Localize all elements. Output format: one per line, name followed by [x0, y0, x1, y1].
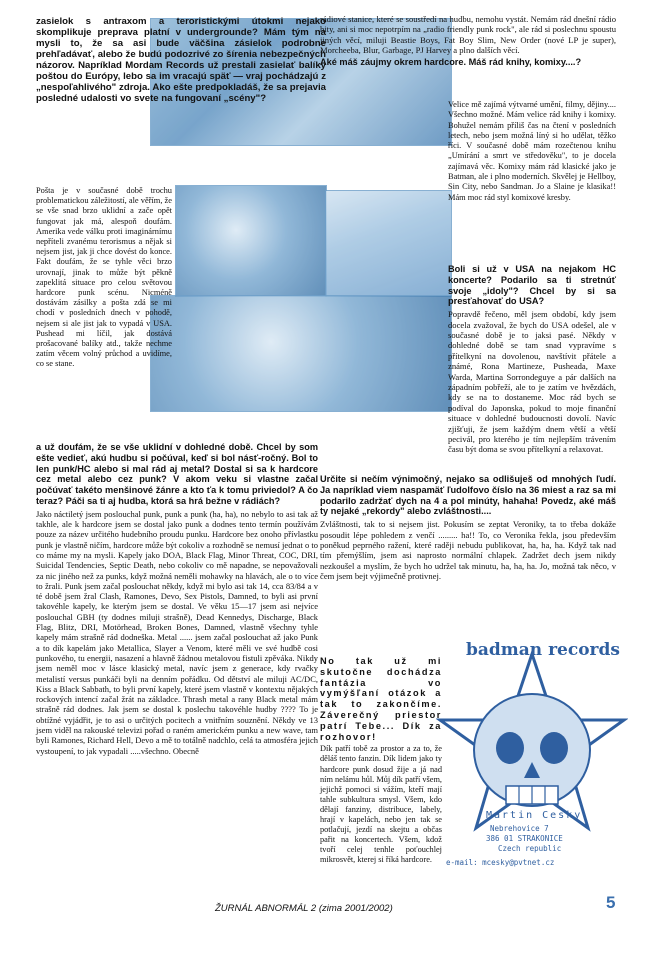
left-column-answer-1: [36, 186, 172, 370]
contact-address-1: Nebrehovice 7: [490, 824, 549, 833]
right-column-usa: [448, 264, 616, 455]
answer-3: Velice mě zajímá výtvarné umění, filmy, dějiny.... Všechno možné. Mám velice rád knihy i komixy. Bohužel nemám příliš čas na čtení v posledních letech, nebo jsem možná líný si ho udělat, těžko říci. V současné době mám rozečtenou knihu „Umírání a smrt ve středověku", to je docela zajímavá věc. Komixy mám rád klasické jako je Batman, ale i plno moderních. Skvělej je Hellboy, Sin City, nebo Sandman. Jo a Slaine je klasika!! Mám moc rád styl komixové kresby.: [448, 100, 616, 202]
answer-5: Zvláštnosti, tak to si nejsem jist. Pokusím se zeptat Veroniky, ta to třeba dokáže posoudit lépe pohledem z venčí ......... ha!! To, co Veronika řekla, jsou především poněkud peprného ražení, které raději nebudu publikovat, ha, ha, ha. Když tak nad tím přemýšlím, jsem asi naprosto normální chlapek. Zadržet dech jsem nikdy nezkoušel a myslím, že bych ho udržel tak minutu, ha, ha, ha. Jo, možná tak něco, v čem jsem bejt výjimečně protivnej.: [320, 519, 616, 582]
question-4: Boli si už v USA na nejakom HC koncerte? Podarilo sa ti stretnúť svoje „idoly"? Chcel by si sa presťahovať do USA?: [448, 264, 616, 307]
question-5: Určite si nečím výnimočný, nejako sa odlišuješ od mnohých ľudí. Ja napríklad viem naspamäť ľudolfovo číslo na 36 miest a raz sa mi podarilo zadržať dych na 4 a pol minúty, hahaha! Povedz, aké máš ty nejaké „rekordy" alebo zvláštnosti....: [320, 474, 616, 517]
band-photo-middle: [175, 185, 327, 297]
contact-email[interactable]: e-mail: mcesky@pvtnet.cz: [446, 858, 555, 867]
answer-4: Popravdě řečeno, měl jsem období, kdy jsem docela zvažoval, že bych do USA odešel, ale v současné době je to jaksi pasé. Někdy v dohledné době se tam snad vypravíme s přítelkyní na dovolenou, navštívit přátele a známé, Rona Martineze, Pusheada, Maxe Warda, Martina Sorrondeguye a pár dalších na západním pobřeží, ale to je zatím ve hvězdách, kdy se na to dostaneme. Moc rád bych se podíval do Japonska, pokud to moje finanční situace v dohledné budoucnosti dovolí. Navíc zjišťuji, že jsem každým dnem větší a větší pecivál, pro kterého je tím nejlepším trávením času být doma se svou přítelkyní a relaxovat.: [448, 309, 616, 455]
question-2: a už doufám, že se vše uklidní v dohledné době. Chcel by som ešte vedieť, akú hudbu si počúval, keď si bol násť-ročný. Bol to len punk/HC alebo si mal rád aj metal? Dostal si sa k hardcore cez metal alebo cez punk? V akom veku si vlastne začal počúvať takéto menšinové žánre a kto ťa k tomu priviedol? A čo teraz? Páči sa ti aj hudba, ktorá sa hrá bežne v rádiách?: [36, 442, 318, 506]
question-6: No tak už mi skutočne dochádza fantázia vo vymýšľaní otázok a tak to zakončíme. Záverečný priestor patrí Tebe... Dík za rozhovor!: [320, 656, 442, 742]
answer-2: Jako náctiletý jsem poslouchal punk, punk a punk (ha, ha), no nebylo to asi tak až takhle, ale k hardcore jsem se dostal jako punk a dodnes tento termín používám pouze za název určitého hudebního proudu punku. Hardcore bez onoho přívlastku punk je vlastně ničím, hardcore může být cokoliv a rozhodně se nemusí jednat o to co máme my na mysli. Kapely jako DOA, Black Flag, Minor Threat, COC, DRI, Suicidal Tendencies, Septic Death, nebo cokoliv co mě napadne, se nepovažovali za nic jiného než za punks, když možná neměli mohawky na hlavách, ale o to více to žrali. Punk jsem začal poslouchat někdy, když mi bylo asi tak 14, cca 83/84 a v té době jsem žral Clash, Ramones, Devo, Sex Pistols, Damned, to byli asi první takovéhle kapely, ke kterým jsem se dostal. Ve věku 15—17 jsem asi nejvíce poslouchal GBH (ty dodnes miluji strašně), Dead Kennedys, Discharge, Black Flag, Blitz, DRI, Motörhead, Broken Bones, Damned, vlastně všechny tyhle kapely mám strašně rád dodneška. Metal ...... jsem začal poslouchat až jako Punk a to dík kapelám jako Metallica, Slayer a Venom, které měli ve své hudbě cosi punkového, tu energii, nasazení a hlavně žádnou metalovou fistuli zpěváka. Nikdy jsem neměl moc v lásce klasický metal, navíc jsem z generace, kdy rvačky metalistí versus punkáči byli na denním pořádku. Od dětství ale miluji AC/DC, Kiss a Black Sabbath, to byli první kapely, které jsem vlastně v kontextu nějakých rockových intencí začal žrát na základce. Thrash metal a rany Black metal mám strašně rád dodnes. Jak jsem se dostal k poslechu takovéhle hudby ???? To je obtížné vyjádřit, je to asi o určitých pocitech a vnitřním souznění. Někdy ve 13 jsem viděl na rakouské televizi pořad o raném americkém punku a new wave, tam byli Ramones, Richard Hell, Devo a mě to totálně nadchlo, celá ta atmosféra jejich vystoupení, to jak vypadali .....všechno. Obecně: [36, 508, 318, 756]
page-number: 5: [606, 893, 616, 912]
answer-top: rádiové stanice, které se soustředí na hudbu, nemohu vystát. Nemám rád dnešní rádio hity, ani si moc nepotrpím na „radio friendly punk rock", ale rád si poslechnu spoustu jiných věcí, miluji Beastie Boys, Fat Boy Slim, New Order (nové LP je super), Morcheeba, Blur, Garbage, PJ Harvey a plno dalších věcí.: [320, 14, 616, 56]
contact-country: Czech republic: [498, 844, 562, 853]
right-column-final: [320, 656, 442, 866]
contact-address-2: 386 01 STRAKONICE: [486, 834, 563, 843]
band-photo-bottom: [150, 295, 452, 412]
question-3: Aké máš záujmy okrem hardcore. Máš rád knihy, komixy....?: [320, 56, 582, 67]
left-column-intro: [36, 16, 326, 104]
question-intro: zasielok s antraxom a teroristickými útokmi nejako skomplikuje preprava platní v undergrounde? Mám tým na mysli to, že sa asi bude väčšina zásielok podrobne prehľadávať, alebo že budú podozrivé zo šírenia nebezpečných názorov. Napríklad Mordam Records už prestali zasielať balíky poštou do Európy, lebo sa im vracajú späť — vraj pochádzajú z „nespoľahlivého" zdroja. Ako ešte predpokladáš, že sa prejavia posledné udalosti vo svete na fungovaní „scény"?: [36, 16, 326, 104]
answer-1: Pošta je v současné době trochu problematickou záležitostí, ale věřím, že se vše snad brzo uklidní a zače opět fungovat jak má, alespoň doufám. Amerika vede válku proti imaginárnímu nepříteli zvanému terorismus a nějak si nejsem jist, jak ji chce dovést do konce. Fakt doufám, že se tyhle věci brzo urovnají, jinak to může být pěkně zapeklitá situace pro celou světovou hardcore punk scénu. Nicméně dostávám zásilky a pošta zdá se mi chodí v posledních dnech v pohodě, nejsem si ale jist jak to vypadá v USA. Pushead mi líčil, jak dostává prošacované balíky atd., takže nechme zatím věcem volný průchod a uvidíme, co se stane.: [36, 186, 172, 369]
brand-text: badman records: [466, 640, 620, 660]
journal-footer: ŽURNÁL ABNORMÁL 2 (zima 2001/2002): [215, 903, 393, 914]
badman-records-logo: [436, 640, 628, 872]
contact-name: Martin Cesky: [486, 810, 583, 821]
left-column-lower: [36, 442, 318, 756]
right-column-top: [320, 14, 616, 67]
right-column-records: [320, 474, 616, 582]
answer-6: Dík patří tobě za prostor a za to, že děláš tento fanzin. Dík lidem jako ty hardcore punk dosud žije a já nad ním nelámu hůl. Můj dík patří všem, jejichž pomoci si vážím, kteří mají tahle subkultura smysl. Všem, kdo dělají fanziny, distribuce, labely, hrají v kapelách, nebo jen tak se potlačují, jezdí na skejtu a občas pařit na koncertech. Všem, kdož tvoří celej tenhle poťouchlej mikrosvět, kterej si říká hardcore.: [320, 744, 442, 865]
right-column-interests: [448, 100, 616, 203]
band-photo-right: [325, 190, 452, 297]
